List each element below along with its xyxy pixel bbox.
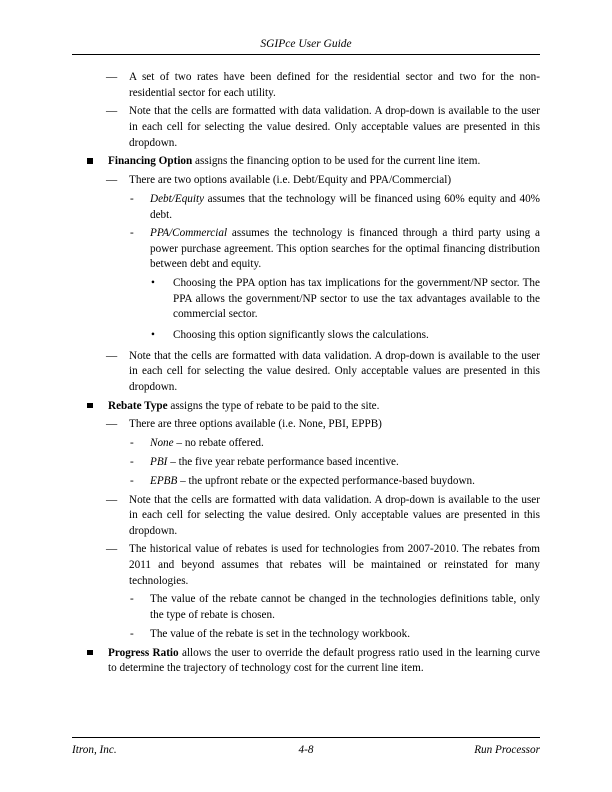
list-item-hyphen <box>72 592 540 623</box>
item-text: The value of the rebate cannot be changed in the technologies definitions table, only the type of rebate is chosen. <box>150 593 540 622</box>
list-item-dash <box>72 493 540 540</box>
footer-page-number: 4-8 <box>298 744 314 756</box>
item-text: – no rebate offered. <box>173 437 264 450</box>
list-item-dash <box>72 173 540 189</box>
list-item-dash <box>72 542 540 589</box>
item-text: assigns the type of rebate to be paid to the site. <box>167 399 380 412</box>
list-item-dash <box>72 349 540 396</box>
hyphen-bullet-icon: - <box>130 227 134 240</box>
option-name: None <box>150 437 174 450</box>
page-header-title: SGIPce User Guide <box>260 38 352 50</box>
item-text: Note that the cells are formatted with data validation. A drop-down is available to the user in each cell for selecting the value desired. Only acceptable values are presented in this dropdown. <box>129 105 540 149</box>
item-text: Choosing this option significantly slows the calculations. <box>173 329 429 342</box>
dash-bullet-icon: — <box>106 71 118 83</box>
bullet-bullet-icon: • <box>151 277 155 290</box>
item-text: Note that the cells are formatted with data validation. A drop-down is available to the user in each cell for selecting the value desired. Only acceptable values are presented in this dropdown. <box>129 349 540 393</box>
list-item-square <box>72 154 540 170</box>
list-item-hyphen <box>72 192 540 223</box>
item-text: There are three options available (i.e. None, PBI, EPPB) <box>129 418 382 431</box>
item-text: Note that the cells are formatted with data validation. A drop-down is available to the user in each cell for selecting the value desired. Only acceptable values are presented in this dropdown. <box>129 493 540 537</box>
page-header <box>72 38 540 55</box>
field-term: Rebate Type <box>108 399 168 412</box>
field-term: Financing Option <box>108 155 193 168</box>
item-text: – the upfront rebate or the expected performance-based buydown. <box>177 474 475 487</box>
item-text: assumes that the technology will be financed using 60% equity and 40% debt. <box>150 192 540 221</box>
list-item-dash <box>72 104 540 151</box>
list-item-hyphen <box>72 226 540 273</box>
square-bullet-icon <box>87 158 93 164</box>
dash-bullet-icon: — <box>106 105 118 118</box>
option-name: PPA/Commercial <box>150 227 228 240</box>
list-item-hyphen <box>72 436 540 452</box>
hyphen-bullet-icon: - <box>130 455 134 468</box>
square-bullet-icon <box>87 403 93 409</box>
square-bullet-icon <box>87 650 93 656</box>
list-item-square <box>72 646 540 677</box>
item-text: The historical value of rebates is used for technologies from 2007-2010. The rebates from 2011 and beyond assumes that rebates will be maintained or reinstated for many technologies. <box>129 543 540 587</box>
item-text: A set of two rates have been defined for the residential sector and two for the non-residential sector for each utility. <box>129 71 540 99</box>
list-item-square <box>72 399 540 415</box>
hyphen-bullet-icon: - <box>130 474 134 487</box>
dash-bullet-icon: — <box>106 349 118 362</box>
footer-company: Itron, Inc. <box>72 744 117 756</box>
option-name: Debt/Equity <box>150 192 205 205</box>
item-text: assumes the technology is financed through a third party using a power purchase agreement. This option searches for the optimal financing distribution between debt and equity. <box>150 227 540 271</box>
list-item-bullet <box>72 328 540 344</box>
document-body <box>72 70 540 680</box>
list-item-hyphen <box>72 474 540 490</box>
dash-bullet-icon: — <box>106 418 118 431</box>
list-item-dash <box>72 70 540 101</box>
list-item-hyphen <box>72 455 540 471</box>
hyphen-bullet-icon: - <box>130 192 134 205</box>
hyphen-bullet-icon: - <box>130 593 134 606</box>
item-text: allows the user to override the default progress ratio used in the learning curve to determine the trajectory of technology cost for the current line item. <box>108 646 540 675</box>
list-item-bullet <box>72 276 540 323</box>
list-item-hyphen <box>72 627 540 643</box>
option-name: EPBB <box>150 474 178 487</box>
option-name: PBI <box>150 455 168 468</box>
bullet-bullet-icon: • <box>151 329 155 342</box>
list-item-dash <box>72 417 540 433</box>
hyphen-bullet-icon: - <box>130 437 134 450</box>
dash-bullet-icon: — <box>106 174 118 187</box>
item-text: The value of the rebate is set in the technology workbook. <box>150 627 411 640</box>
item-text: Choosing the PPA option has tax implications for the government/NP sector. The PPA allows the government/NP sector to use the tax advantages available to the commercial sector. <box>173 277 540 321</box>
page-footer <box>72 737 540 760</box>
hyphen-bullet-icon: - <box>130 627 134 640</box>
item-text: assigns the financing option to be used for the current line item. <box>192 155 481 168</box>
dash-bullet-icon: — <box>106 543 118 556</box>
dash-bullet-icon: — <box>106 493 118 506</box>
field-term: Progress Ratio <box>108 646 179 659</box>
item-text: There are two options available (i.e. Debt/Equity and PPA/Commercial) <box>129 174 452 187</box>
item-text: – the five year rebate performance based incentive. <box>167 455 399 468</box>
footer-section: Run Processor <box>474 744 540 756</box>
